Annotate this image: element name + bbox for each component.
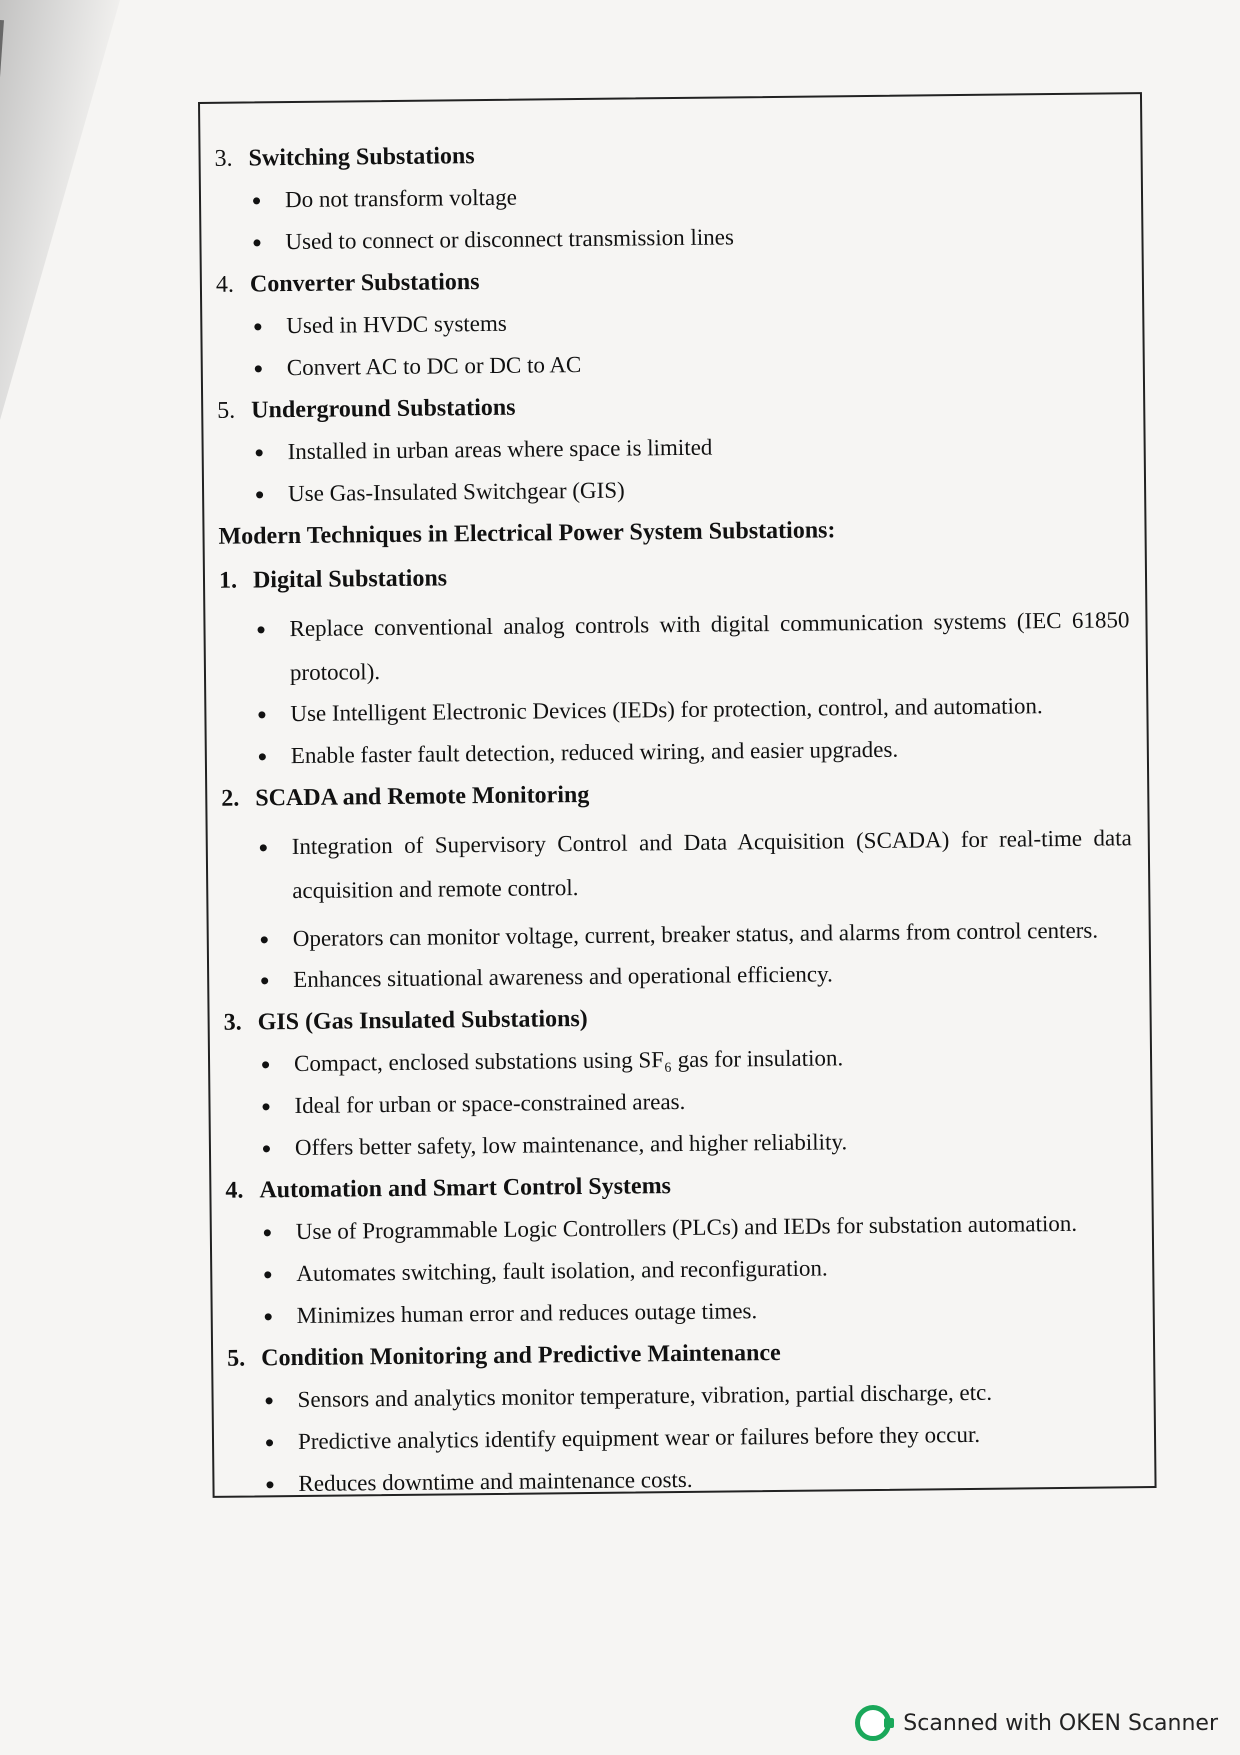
section: [225, 1166, 1137, 1332]
bullet-item: [219, 598, 1130, 696]
bullet-list: [224, 1040, 1135, 1164]
section-title-text: Switching Substations: [248, 143, 475, 172]
top-sections: [214, 134, 1128, 510]
bullet-item: [218, 470, 1128, 510]
bullet-icon: [259, 753, 266, 760]
bullet-text: Compact, enclosed substations using SF₆ gas for insulation.: [293, 1045, 844, 1077]
bullet-text: Predictive analytics identify equipment wear or failures before they occur.: [297, 1421, 981, 1455]
bullet-item: [228, 1418, 1138, 1458]
section-number: 2.: [221, 785, 240, 812]
bullet-icon: [264, 1271, 271, 1278]
section-title: [225, 1166, 1135, 1206]
section-number: 4.: [215, 271, 235, 298]
bullet-icon: [266, 1481, 273, 1488]
bullet-text: Enable faster fault detection, reduced wiring, and easier upgrades.: [290, 736, 899, 769]
bullet-item: [218, 428, 1128, 468]
bullet-text: Used to connect or disconnect transmission lines: [285, 224, 734, 255]
modern-techniques-heading: Modern Techniques in Electrical Power System Substations:: [218, 517, 836, 550]
bullet-icon: [261, 936, 268, 943]
section-title-text: GIS (Gas Insulated Substations): [257, 1005, 588, 1036]
section: [221, 774, 1133, 996]
bullet-text: Enhances situational awareness and operational efficiency.: [293, 961, 833, 993]
bullet-icon: [253, 197, 260, 204]
bullet-icon: [262, 1103, 269, 1110]
bullet-icon: [257, 626, 264, 633]
bullet-icon: [255, 365, 262, 372]
section: [217, 386, 1128, 510]
bullet-text: Operators can monitor voltage, current, breaker status, and alarms from control centers.: [292, 917, 1099, 952]
bullet-list: [222, 816, 1134, 996]
section-title-text: Digital Substations: [252, 565, 448, 594]
bullet-item: [228, 1460, 1138, 1500]
scanner-watermark-text: Scanned with OKEN Scanner: [903, 1710, 1218, 1736]
bullet-icon: [258, 711, 265, 718]
section-title: [214, 134, 1124, 174]
bullet-item: [220, 690, 1130, 730]
bullet-text: Use of Programmable Logic Controllers (PLCs) and IEDs for substation automation.: [295, 1210, 1078, 1245]
section-title-text: Automation and Smart Control Systems: [259, 1173, 672, 1204]
bullet-icon: [260, 844, 267, 851]
section-title-text: Underground Substations: [251, 394, 516, 424]
section: [219, 556, 1131, 772]
bullet-icon: [256, 449, 263, 456]
scanner-watermark: [855, 1705, 1218, 1741]
bullet-text: Minimizes human error and reduces outage times.: [296, 1298, 758, 1329]
bullet-item: [223, 908, 1133, 962]
bullet-item: [216, 302, 1126, 342]
bullet-item: [215, 176, 1125, 216]
bullet-icon: [262, 1061, 269, 1068]
section-title-text: Condition Monitoring and Predictive Maintenance: [261, 1339, 781, 1372]
section-title: [219, 556, 1129, 596]
section: [227, 1334, 1139, 1500]
bullet-text: Installed in urban areas where space is limited: [287, 434, 713, 465]
bullet-text: Offers better safety, low maintenance, and higher reliability.: [294, 1129, 848, 1161]
bullet-item: [227, 1376, 1137, 1416]
bullet-icon: [261, 977, 268, 984]
page-shadow: [0, 0, 120, 420]
bullet-text: Automates switching, fault isolation, and reconfiguration.: [296, 1255, 828, 1287]
bullet-list: [227, 1376, 1138, 1500]
bullet-icon: [263, 1145, 270, 1152]
bullet-text: Replace conventional analog controls with digital communication systems (IEC 61850 protocol).: [289, 607, 1130, 686]
bullet-text: Ideal for urban or space-constrained areas.: [294, 1088, 686, 1119]
bullet-item: [215, 218, 1125, 258]
bullet-text: Convert AC to DC or DC to AC: [286, 352, 582, 381]
modern-sections: [219, 556, 1139, 1499]
section-title: [217, 386, 1127, 426]
section-number: 5.: [217, 397, 236, 424]
bullet-list: [215, 176, 1126, 258]
section-number: 1.: [218, 567, 238, 594]
bullet-icon: [266, 1439, 273, 1446]
bullet-list: [226, 1208, 1137, 1332]
bullet-item: [224, 1082, 1134, 1122]
bullet-text: Use Gas-Insulated Switchgear (GIS): [287, 477, 625, 507]
content-box: [198, 92, 1157, 1498]
section: [214, 134, 1125, 258]
bullet-icon: [254, 323, 261, 330]
bullet-item: [217, 344, 1127, 384]
section-title-text: SCADA and Remote Monitoring: [255, 781, 590, 812]
bullet-text: Use Intelligent Electronic Devices (IEDs) for protection, control, and automation.: [290, 693, 1043, 727]
section-title: [221, 774, 1131, 814]
section: [216, 260, 1127, 384]
section-number: 4.: [225, 1177, 244, 1204]
bullet-text: Used in HVDC systems: [286, 310, 507, 339]
bullet-item: [222, 816, 1133, 914]
bullet-item: [224, 1040, 1134, 1080]
bullet-icon: [265, 1313, 272, 1320]
bullet-text: Reduces downtime and maintenance costs.: [298, 1466, 693, 1497]
bullet-text: Do not transform voltage: [284, 184, 518, 213]
bullet-list: [216, 302, 1127, 384]
bullet-list: [219, 598, 1131, 772]
bullet-list: [218, 428, 1129, 510]
section-title: [227, 1334, 1137, 1374]
bullet-text: Integration of Supervisory Control and Data Acquisition (SCADA) for real-time data acquisition and remote control.: [291, 825, 1132, 904]
section-number: 3.: [223, 1009, 242, 1036]
bullet-icon: [266, 1397, 273, 1404]
bullet-item: [226, 1250, 1136, 1290]
bullet-text: Sensors and analytics monitor temperature, vibration, partial discharge, etc.: [297, 1379, 993, 1413]
bullet-item: [226, 1208, 1136, 1248]
section-title: [216, 260, 1126, 300]
section-title-text: Converter Substations: [249, 269, 480, 298]
section: [223, 998, 1135, 1164]
bullet-item: [223, 956, 1133, 996]
section-title: [223, 998, 1133, 1038]
bullet-icon: [253, 239, 260, 246]
oken-scanner-logo-icon: [855, 1705, 891, 1741]
bullet-item: [225, 1124, 1135, 1164]
section-number: 3.: [214, 145, 233, 172]
bullet-item: [227, 1292, 1137, 1332]
bullet-item: [221, 732, 1131, 772]
bullet-icon: [256, 491, 263, 498]
bullet-icon: [264, 1229, 271, 1236]
section-number: 5.: [227, 1345, 246, 1372]
